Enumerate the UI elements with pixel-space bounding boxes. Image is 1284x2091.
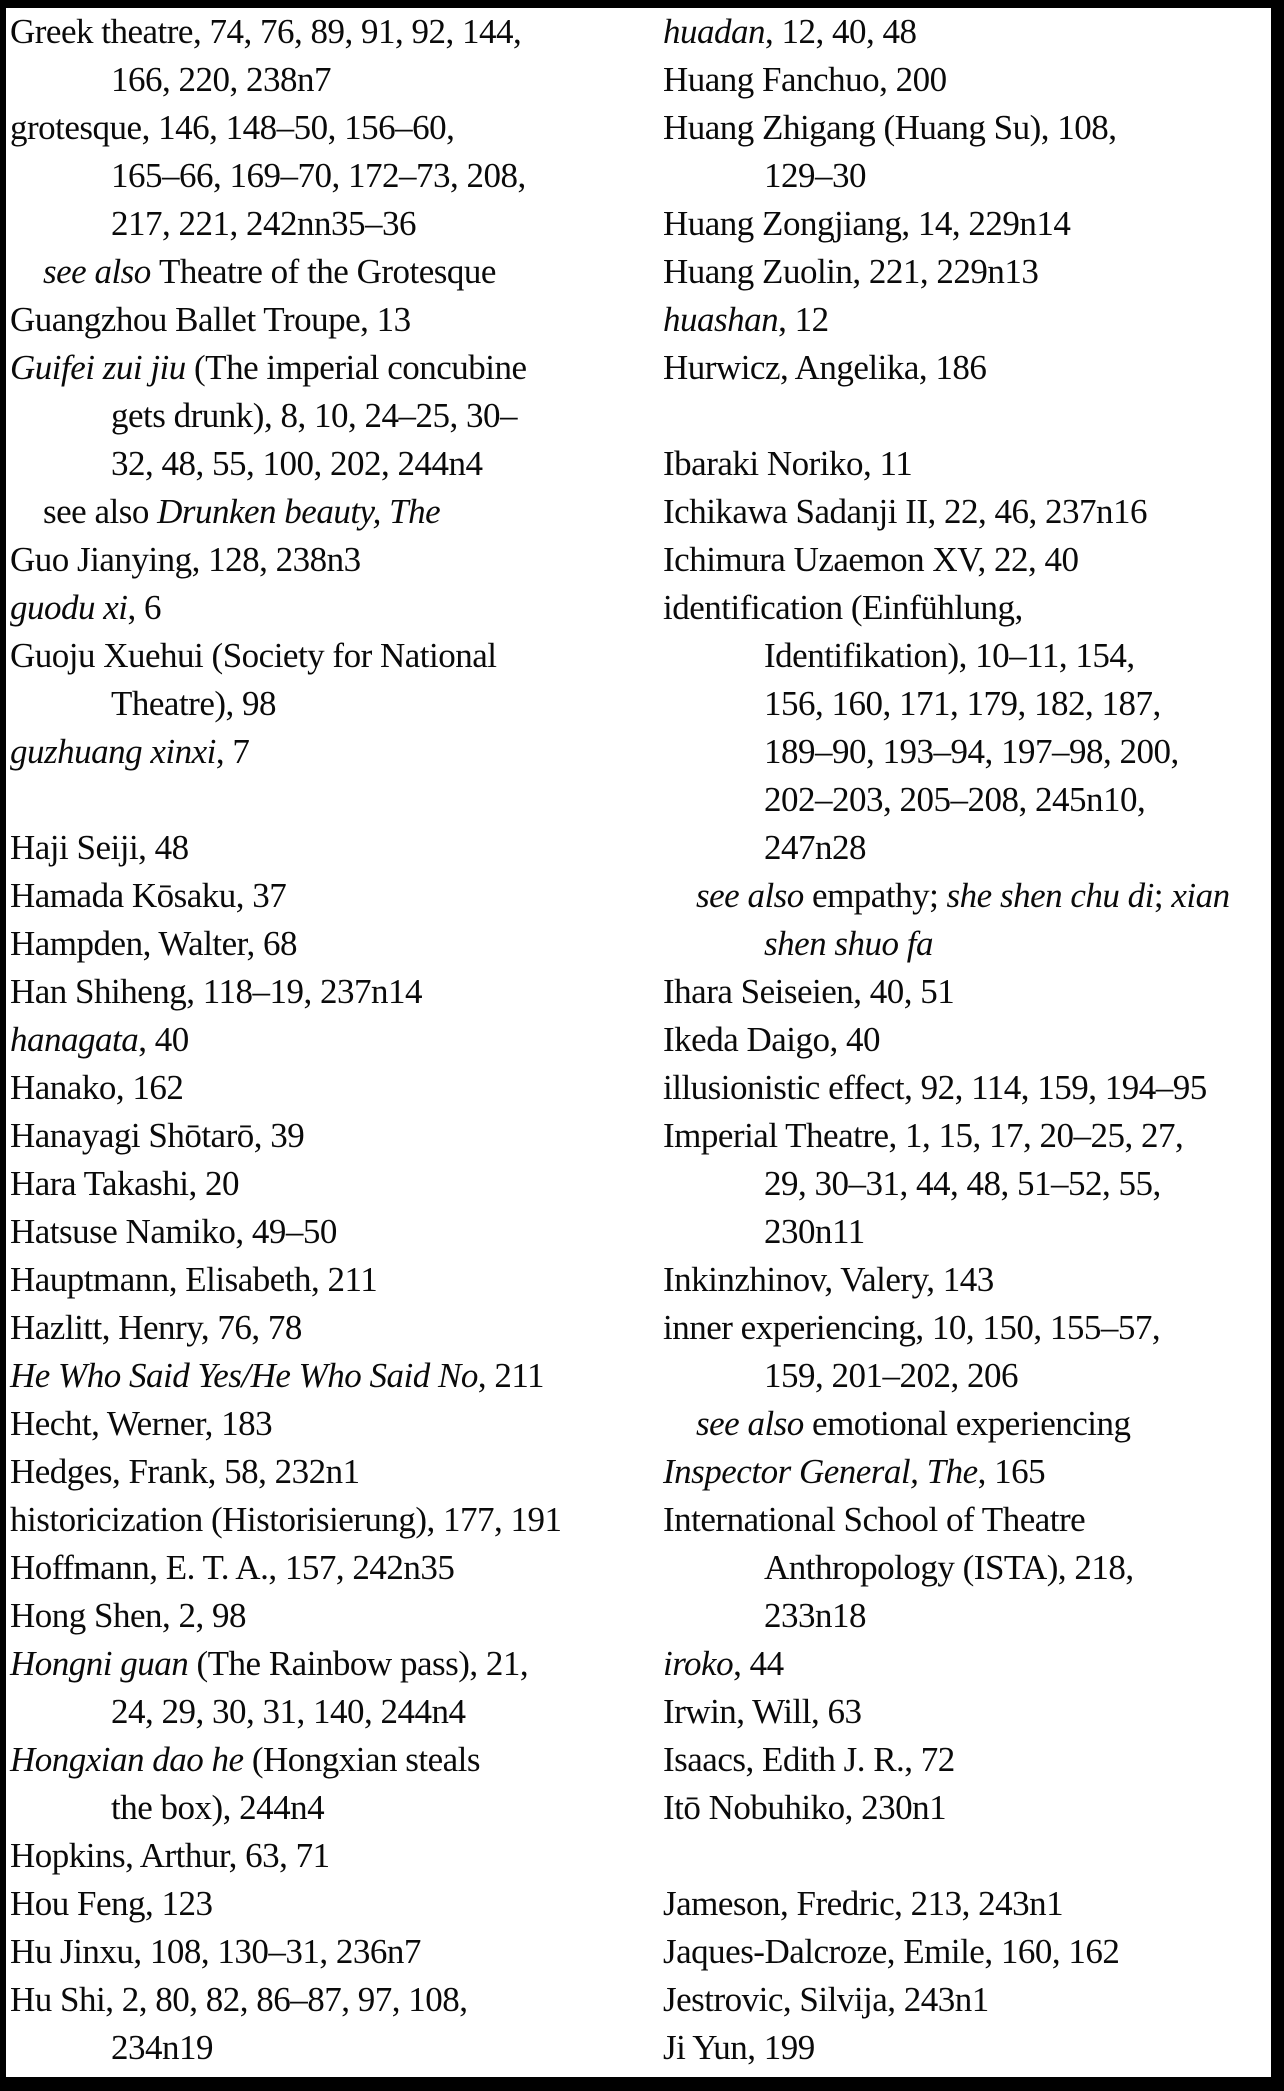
index-text: 24, 29, 30, 31, 140, 244n4 [111, 1692, 466, 1731]
index-text: Guoju Xuehui (Society for National [10, 636, 497, 675]
index-entry-line [663, 200, 1271, 248]
index-text: , 44 [733, 1644, 784, 1683]
index-entry-line [10, 1448, 650, 1496]
index-entry-line [10, 1736, 650, 1784]
index-entry-line [10, 152, 650, 200]
index-text: 202–203, 205–208, 245n10, [764, 780, 1146, 819]
index-text: illusionistic effect, 92, 114, 159, 194–95 [663, 1068, 1207, 1107]
index-text-italic: xian [1171, 876, 1230, 915]
index-text: Hopkins, Arthur, 63, 71 [10, 1836, 330, 1875]
index-entry-line [663, 152, 1271, 200]
index-entry-line [663, 1880, 1271, 1928]
index-entry-line [663, 440, 1271, 488]
index-entry-line [663, 1352, 1271, 1400]
index-text: Ibaraki Noriko, 11 [663, 444, 913, 483]
index-text-italic: Inspector General, The [663, 1452, 978, 1491]
index-text: grotesque, 146, 148–50, 156–60, [10, 108, 455, 147]
index-entry-line [10, 1880, 650, 1928]
index-entry-line [663, 1976, 1271, 2024]
index-text: 247n28 [764, 828, 866, 867]
index-text: historicization (Historisierung), 177, 191 [10, 1500, 562, 1539]
index-text: Ji Yun, 199 [663, 2028, 815, 2067]
index-entry-line [663, 1016, 1271, 1064]
index-text: Hampden, Walter, 68 [10, 924, 297, 963]
index-text: Hatsuse Namiko, 49–50 [10, 1212, 337, 1251]
index-text: Irwin, Will, 63 [663, 1692, 862, 1731]
index-entry-line [10, 920, 650, 968]
index-text: Huang Zuolin, 221, 229n13 [663, 252, 1039, 291]
index-entry-line [663, 1112, 1271, 1160]
index-text-italic: see also [696, 876, 813, 915]
index-text: 32, 48, 55, 100, 202, 244n4 [111, 444, 483, 483]
index-text: 159, 201–202, 206 [764, 1356, 1018, 1395]
index-text-italic: Hongxian dao he [10, 1740, 252, 1779]
index-entry-line [10, 632, 650, 680]
index-text-italic: she shen chu di [946, 876, 1154, 915]
index-text: International School of Theatre [663, 1500, 1086, 1539]
index-text: Huang Zongjiang, 14, 229n14 [663, 204, 1071, 243]
index-entry-line [663, 1304, 1271, 1352]
index-entry-line [663, 1640, 1271, 1688]
index-text-italic: see also [43, 252, 160, 291]
index-entry-line [663, 584, 1271, 632]
index-entry-line [10, 968, 650, 1016]
blank-line [10, 776, 650, 824]
index-text: , 12 [778, 300, 829, 339]
index-text: Hanako, 162 [10, 1068, 184, 1107]
index-text: the box), 244n4 [111, 1788, 325, 1827]
index-text: , 211 [477, 1356, 545, 1395]
index-text-italic: shen shuo fa [764, 924, 933, 963]
index-text: see also [43, 492, 158, 531]
index-text: 234n19 [111, 2028, 213, 2067]
index-text: 165–66, 169–70, 172–73, 208, [111, 156, 526, 195]
index-text: Han Shiheng, 118–19, 237n14 [10, 972, 422, 1011]
index-text: Identifikation), 10–11, 154, [764, 636, 1135, 675]
index-text: , 6 [127, 588, 162, 627]
index-entry-line [10, 392, 650, 440]
index-column-left [10, 8, 650, 2072]
index-text: Haji Seiji, 48 [10, 828, 189, 867]
index-text: 156, 160, 171, 179, 182, 187, [764, 684, 1161, 723]
index-entry-line [663, 872, 1271, 920]
index-entry-line [663, 8, 1271, 56]
index-entry-line [663, 968, 1271, 1016]
index-text: Hecht, Werner, 183 [10, 1404, 273, 1443]
index-entry-line [10, 248, 650, 296]
index-text: Hamada Kōsaku, 37 [10, 876, 287, 915]
index-text: 230n11 [764, 1212, 865, 1251]
index-entry-line [663, 1784, 1271, 1832]
index-text: gets drunk), 8, 10, 24–25, 30– [111, 396, 517, 435]
index-entry-line [663, 2024, 1271, 2072]
index-text: Ichimura Uzaemon XV, 22, 40 [663, 540, 1079, 579]
index-text: Hu Jinxu, 108, 130–31, 236n7 [10, 1932, 421, 1971]
index-text: Guo Jianying, 128, 238n3 [10, 540, 361, 579]
index-entry-line [10, 1832, 650, 1880]
index-entry-line [10, 1784, 650, 1832]
index-text-italic: He Who Said Yes/He Who Said No [10, 1356, 478, 1395]
index-entry-line [10, 56, 650, 104]
index-text: Jameson, Fredric, 213, 243n1 [663, 1884, 1064, 1923]
index-entry-line [663, 920, 1271, 968]
index-entry-line [663, 1496, 1271, 1544]
index-text: Hedges, Frank, 58, 232n1 [10, 1452, 360, 1491]
index-entry-line [663, 56, 1271, 104]
index-text: Imperial Theatre, 1, 15, 17, 20–25, 27, [663, 1116, 1184, 1155]
index-text: Hu Shi, 2, 80, 82, 86–87, 97, 108, [10, 1980, 468, 2019]
index-entry-line [663, 728, 1271, 776]
index-text: Huang Fanchuo, 200 [663, 60, 947, 99]
index-entry-line [663, 248, 1271, 296]
index-text: empathy; [812, 876, 947, 915]
index-entry-line [663, 1592, 1271, 1640]
index-text: Ihara Seiseien, 40, 51 [663, 972, 955, 1011]
index-entry-line [10, 536, 650, 584]
index-entry-line [663, 104, 1271, 152]
index-text-italic: huadan [663, 12, 765, 51]
index-entry-line [10, 440, 650, 488]
index-text: Hurwicz, Angelika, 186 [663, 348, 987, 387]
index-entry-line [663, 488, 1271, 536]
index-text-italic: guodu xi [10, 588, 128, 627]
index-entry-line [10, 1496, 650, 1544]
index-text: Hara Takashi, 20 [10, 1164, 239, 1203]
index-text: , 12, 40, 48 [765, 12, 917, 51]
index-text: Theatre), 98 [111, 684, 277, 723]
index-text: Hanayagi Shōtarō, 39 [10, 1116, 305, 1155]
index-text: Inkinzhinov, Valery, 143 [663, 1260, 994, 1299]
index-text: 129–30 [764, 156, 866, 195]
index-entry-line [10, 8, 650, 56]
index-entry-line [10, 584, 650, 632]
index-text: (Hongxian steals [251, 1740, 481, 1779]
index-text: 233n18 [764, 1596, 866, 1635]
index-entry-line [10, 1016, 650, 1064]
index-text: Hou Feng, 123 [10, 1884, 213, 1923]
index-entry-line [10, 2024, 650, 2072]
index-text: Greek theatre, 74, 76, 89, 91, 92, 144, [10, 12, 522, 51]
index-text: Ikeda Daigo, 40 [663, 1020, 881, 1059]
index-entry-line [663, 344, 1271, 392]
index-text: Jaques-Dalcroze, Emile, 160, 162 [663, 1932, 1120, 1971]
index-text: 166, 220, 238n7 [111, 60, 331, 99]
index-entry-line [10, 1544, 650, 1592]
index-entry-line [663, 776, 1271, 824]
index-text: Theatre of the Grotesque [159, 252, 496, 291]
blank-line [663, 392, 1271, 440]
index-entry-line [663, 1160, 1271, 1208]
index-page-paper [6, 8, 1271, 2077]
index-entry-line [10, 1688, 650, 1736]
index-text: Hoffmann, E. T. A., 157, 242n35 [10, 1548, 455, 1587]
index-entry-line [663, 632, 1271, 680]
index-text: Anthropology (ISTA), 218, [764, 1548, 1134, 1587]
index-text-italic: Guifei zui jiu [10, 348, 195, 387]
index-entry-line [10, 824, 650, 872]
index-text: Isaacs, Edith J. R., 72 [663, 1740, 955, 1779]
index-text: 217, 221, 242nn35–36 [111, 204, 416, 243]
index-column-right [663, 8, 1271, 2072]
index-entry-line [663, 296, 1271, 344]
index-entry-line [663, 1928, 1271, 1976]
index-entry-line [10, 1112, 650, 1160]
index-entry-line [663, 536, 1271, 584]
index-entry-line [663, 1544, 1271, 1592]
index-text: Jestrovic, Silvija, 243n1 [663, 1980, 989, 2019]
index-text-italic: guzhuang xinxi [10, 732, 216, 771]
index-entry-line [663, 1448, 1271, 1496]
index-text: Ichikawa Sadanji II, 22, 46, 237n16 [663, 492, 1148, 531]
index-text-italic: Hongni guan [10, 1644, 197, 1683]
index-text: Hong Shen, 2, 98 [10, 1596, 247, 1635]
index-text: , 165 [977, 1452, 1046, 1491]
index-entry-line [663, 1400, 1271, 1448]
index-text: , 40 [138, 1020, 189, 1059]
index-text: ; [1153, 876, 1172, 915]
index-entry-line [10, 296, 650, 344]
index-text-italic: huashan [663, 300, 779, 339]
index-entry-line [10, 1400, 650, 1448]
index-text-italic: Drunken beauty, The [157, 492, 441, 531]
index-text: (The Rainbow pass), 21, [196, 1644, 529, 1683]
index-entry-line [663, 1208, 1271, 1256]
index-entry-line [663, 680, 1271, 728]
index-entry-line [663, 1256, 1271, 1304]
index-entry-line [10, 728, 650, 776]
index-text: identification (Einfühlung, [663, 588, 1023, 627]
index-entry-line [663, 1736, 1271, 1784]
index-entry-line [10, 1208, 650, 1256]
index-entry-line [10, 1304, 650, 1352]
index-entry-line [10, 1592, 650, 1640]
index-text-italic: hanagata [10, 1020, 139, 1059]
index-entry-line [663, 824, 1271, 872]
index-entry-line [663, 1064, 1271, 1112]
index-text: , 7 [215, 732, 250, 771]
index-text: Huang Zhigang (Huang Su), 108, [663, 108, 1117, 147]
index-entry-line [10, 1256, 650, 1304]
index-text: emotional experiencing [812, 1404, 1131, 1443]
index-entry-line [10, 1064, 650, 1112]
index-entry-line [10, 1976, 650, 2024]
index-text: Guangzhou Ballet Troupe, 13 [10, 300, 411, 339]
index-text: Hauptmann, Elisabeth, 211 [10, 1260, 378, 1299]
index-text: inner experiencing, 10, 150, 155–57, [663, 1308, 1161, 1347]
index-entry-line [10, 104, 650, 152]
index-entry-line [10, 1640, 650, 1688]
index-entry-line [10, 1160, 650, 1208]
index-entry-line [10, 344, 650, 392]
index-text: (The imperial concubine [194, 348, 527, 387]
index-text-italic: iroko [663, 1644, 734, 1683]
index-entry-line [663, 1688, 1271, 1736]
index-text: 189–90, 193–94, 197–98, 200, [764, 732, 1179, 771]
index-entry-line [10, 872, 650, 920]
index-text: Itō Nobuhiko, 230n1 [663, 1788, 947, 1827]
index-entry-line [10, 1928, 650, 1976]
index-entry-line [10, 488, 650, 536]
index-entry-line [10, 1352, 650, 1400]
blank-line [663, 1832, 1271, 1880]
index-text: 29, 30–31, 44, 48, 51–52, 55, [764, 1164, 1161, 1203]
index-entry-line [10, 680, 650, 728]
index-entry-line [10, 200, 650, 248]
index-text: Hazlitt, Henry, 76, 78 [10, 1308, 302, 1347]
index-text-italic: see also [696, 1404, 813, 1443]
